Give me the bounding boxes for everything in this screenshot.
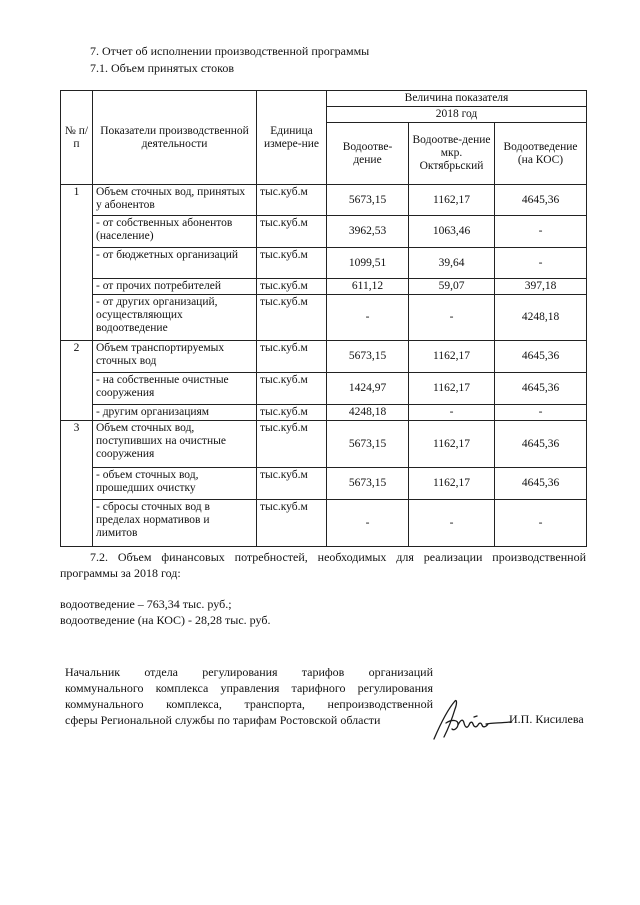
- unit-cell: тыс.куб.м: [257, 373, 327, 405]
- signatory-title-line: Начальник отдела регулирования тарифов организаций: [65, 665, 433, 679]
- signer-name: И.П. Кисилева: [509, 712, 584, 726]
- table-row: [61, 279, 587, 295]
- value-cell-kos: 4645,36: [495, 421, 587, 468]
- unit-cell: тыс.куб.м: [257, 341, 327, 373]
- value-cell-water-disposal: 4248,18: [327, 405, 409, 421]
- handwritten-signature: [428, 695, 512, 745]
- wastewater-table: [60, 90, 587, 547]
- value-cell-kos: -: [495, 216, 587, 248]
- col-header-num: № п/п: [61, 91, 93, 185]
- value-cell-oktyabrsky: 1162,17: [409, 468, 495, 500]
- col-header-year: 2018 год: [327, 107, 587, 123]
- value-cell-kos: 4248,18: [495, 295, 587, 341]
- row-number-cell: [61, 421, 93, 547]
- unit-cell: тыс.куб.м: [257, 421, 327, 468]
- value-cell-kos: 4645,36: [495, 185, 587, 216]
- indicator-cell: - от других организаций, осуществляющих водоотведение: [93, 295, 257, 341]
- table-row: [61, 373, 587, 405]
- table-row: [61, 421, 587, 468]
- value-cell-oktyabrsky: 39,64: [409, 248, 495, 279]
- value-cell-oktyabrsky: -: [409, 500, 495, 547]
- unit-cell: тыс.куб.м: [257, 185, 327, 216]
- col-header-3: Водоотведение (на КОС): [495, 123, 587, 185]
- value-cell-water-disposal: 5673,15: [327, 421, 409, 468]
- indicator-cell: - от бюджетных организаций: [93, 248, 257, 279]
- value-cell-water-disposal: 5673,15: [327, 341, 409, 373]
- value-cell-oktyabrsky: -: [409, 295, 495, 341]
- table-row: [61, 405, 587, 421]
- value-cell-oktyabrsky: 1063,46: [409, 216, 495, 248]
- indicator-cell: - от прочих потребителей: [93, 279, 257, 295]
- value-cell-oktyabrsky: 1162,17: [409, 421, 495, 468]
- indicator-cell: Объем транспортируемых сточных вод: [93, 341, 257, 373]
- value-cell-kos: -: [495, 405, 587, 421]
- unit-cell: тыс.куб.м: [257, 295, 327, 341]
- col-header-2: Водоотве-дение мкр. Октябрьский: [409, 123, 495, 185]
- indicator-cell: - сбросы сточных вод в пределах нормативов и лимитов: [93, 500, 257, 547]
- unit-cell: тыс.куб.м: [257, 216, 327, 248]
- value-cell-oktyabrsky: 1162,17: [409, 185, 495, 216]
- value-cell-oktyabrsky: 59,07: [409, 279, 495, 295]
- indicator-cell: - другим организациям: [93, 405, 257, 421]
- signatory-title-line: коммунального комплекса, транспорта, непроизводственной: [65, 697, 433, 711]
- table-row: [61, 341, 587, 373]
- col-header-value-group: Величина показателя: [327, 91, 587, 107]
- unit-cell: тыс.куб.м: [257, 279, 327, 295]
- value-cell-oktyabrsky: 1162,17: [409, 341, 495, 373]
- row-number: 3: [73, 422, 80, 434]
- value-cell-kos: 397,18: [495, 279, 587, 295]
- value-cell-kos: 4645,36: [495, 468, 587, 500]
- row-number: 1: [73, 186, 80, 198]
- row-number-cell: [61, 341, 93, 421]
- unit-cell: тыс.куб.м: [257, 468, 327, 500]
- value-cell-water-disposal: 5673,15: [327, 185, 409, 216]
- table-row: [61, 500, 587, 547]
- indicator-cell: - объем сточных вод, прошедших очистку: [93, 468, 257, 500]
- value-cell-kos: -: [495, 500, 587, 547]
- value-cell-water-disposal: 3962,53: [327, 216, 409, 248]
- value-cell-oktyabrsky: 1162,17: [409, 373, 495, 405]
- table-caption: 7.1. Объем принятых стоков: [90, 61, 234, 75]
- row-number-cell: [61, 185, 93, 341]
- row-number: 2: [73, 342, 80, 354]
- unit-cell: тыс.куб.м: [257, 405, 327, 421]
- value-cell-oktyabrsky: -: [409, 405, 495, 421]
- value-cell-water-disposal: 1424,97: [327, 373, 409, 405]
- unit-cell: тыс.куб.м: [257, 500, 327, 547]
- value-cell-water-disposal: 5673,15: [327, 468, 409, 500]
- signatory-title-line: сферы Региональной службы по тарифам Ростовской области: [65, 713, 381, 727]
- value-cell-water-disposal: 611,12: [327, 279, 409, 295]
- indicator-cell: - от собственных абонентов (население): [93, 216, 257, 248]
- indicator-cell: Объем сточных вод, поступивших на очистные сооружения: [93, 421, 257, 468]
- col-header-unit: Единица измере-ние: [257, 91, 327, 185]
- table-body: [61, 91, 587, 547]
- finance-line-1: водоотведение – 763,34 тыс. руб.;: [60, 597, 232, 611]
- section-7-2-text: 7.2. Объем финансовых потребностей, необходимых для реализации производственной программы за 2018 год:: [60, 550, 586, 580]
- table-row: [61, 185, 587, 216]
- col-header-1: Водоотве-дение: [327, 123, 409, 185]
- signatory-title: [65, 664, 433, 728]
- value-cell-water-disposal: 1099,51: [327, 248, 409, 279]
- indicator-cell: Объем сточных вод, принятых у абонентов: [93, 185, 257, 216]
- indicator-cell: - на собственные очистные сооружения: [93, 373, 257, 405]
- value-cell-water-disposal: -: [327, 500, 409, 547]
- finance-line-2: водоотведение (на КОС) - 28,28 тыс. руб.: [60, 613, 271, 627]
- col-header-indicator: Показатели производственной деятельности: [93, 91, 257, 185]
- value-cell-kos: 4645,36: [495, 373, 587, 405]
- value-cell-water-disposal: -: [327, 295, 409, 341]
- value-cell-kos: 4645,36: [495, 341, 587, 373]
- value-cell-kos: -: [495, 248, 587, 279]
- signatory-title-line: коммунального комплекса управления тарифного регулирования: [65, 681, 433, 695]
- unit-cell: тыс.куб.м: [257, 248, 327, 279]
- table-row: [61, 468, 587, 500]
- report-heading: 7. Отчет об исполнении производственной программы: [90, 44, 370, 58]
- table-row: [61, 248, 587, 279]
- table-row: [61, 216, 587, 248]
- table-header-row: [61, 91, 587, 107]
- table-row: [61, 295, 587, 341]
